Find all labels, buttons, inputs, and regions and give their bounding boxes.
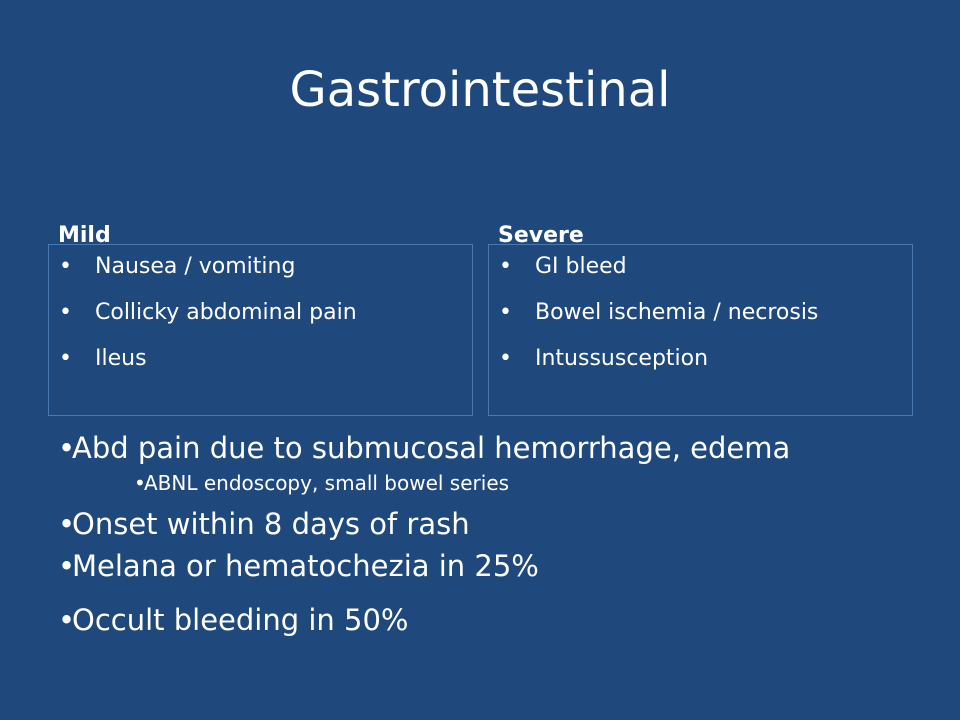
bullet-item <box>58 428 918 468</box>
bullet-icon: • <box>59 254 72 279</box>
bullet-icon: • <box>58 507 76 541</box>
list-item-text: Bowel ischemia / necrosis <box>535 300 819 325</box>
list-item-text: Collicky abdominal pain <box>95 300 357 325</box>
bullet-item <box>58 600 918 640</box>
list-item <box>489 253 912 281</box>
list-item <box>49 299 472 327</box>
bullet-icon: • <box>59 346 72 371</box>
bullet-text: ABNL endoscopy, small bowel series <box>144 471 510 495</box>
bullet-icon: • <box>59 300 72 325</box>
severe-box <box>488 244 913 416</box>
bullet-icon: • <box>499 346 512 371</box>
list-item-text: GI bleed <box>535 254 627 279</box>
mild-header: Mild <box>58 223 111 248</box>
list-item-text: Nausea / vomiting <box>95 254 296 279</box>
slide-title: Gastrointestinal <box>289 62 671 118</box>
bullet-item <box>58 504 918 544</box>
main-bullet-list <box>58 428 918 642</box>
list-item <box>49 345 472 373</box>
severe-list <box>489 245 912 373</box>
list-item-text: Ileus <box>95 346 147 371</box>
bullet-icon: • <box>499 300 512 325</box>
bullet-icon: • <box>58 431 76 465</box>
list-item-text: Intussusception <box>535 346 709 371</box>
severe-header: Severe <box>498 223 584 248</box>
bullet-icon: • <box>499 254 512 279</box>
bullet-text: Abd pain due to submucosal hemorrhage, edema <box>72 431 791 465</box>
bullet-text: Onset within 8 days of rash <box>72 507 470 541</box>
bullet-icon: • <box>134 471 146 495</box>
bullet-text: Occult bleeding in 50% <box>72 603 409 637</box>
list-item <box>489 345 912 373</box>
bullet-item <box>58 546 918 586</box>
mild-box <box>48 244 473 416</box>
sub-bullet-item <box>58 470 918 496</box>
bullet-text: Melana or hematochezia in 25% <box>72 549 539 583</box>
bullet-icon: • <box>58 603 76 637</box>
list-item <box>49 253 472 281</box>
bullet-icon: • <box>58 549 76 583</box>
mild-list <box>49 245 472 373</box>
list-item <box>489 299 912 327</box>
